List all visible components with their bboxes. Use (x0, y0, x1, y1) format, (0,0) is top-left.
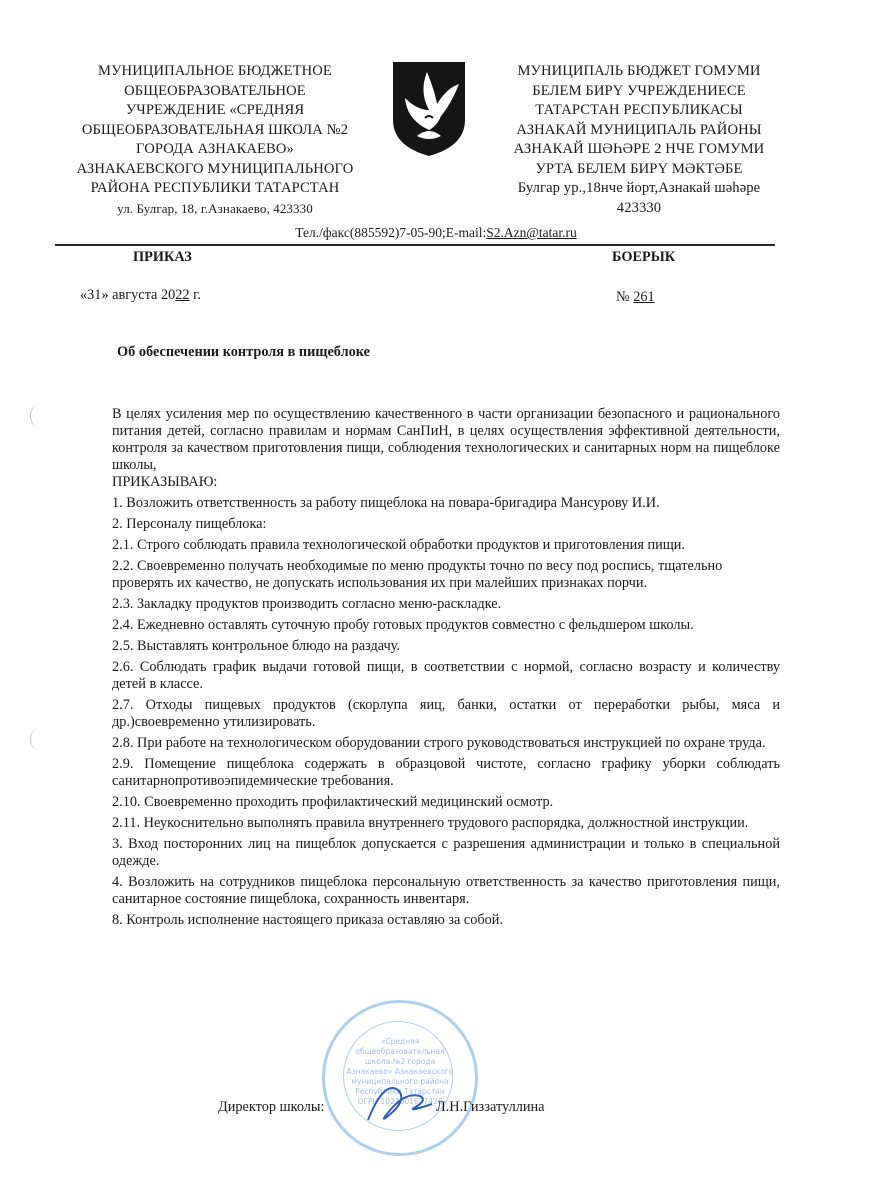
order-number-prefix: № (616, 289, 634, 305)
order-item: 2.5. Выставлять контрольное блюдо на раздачу. (112, 638, 400, 654)
order-item: 2.6. Соблюдать график выдачи готовой пищи, в соответствии с нормой, согласно возрасту и количеству детей в классе. (112, 659, 780, 692)
header-divider (55, 244, 775, 246)
order-number-value: 261 (633, 289, 655, 305)
order-body (112, 406, 780, 933)
contacts-phone: Тел./факс(885592)7-05-90;E-mail: (295, 225, 487, 240)
official-stamp-text: «Средняя общеобразовательная школа №2 города Азнакаево» Азнакаевского муниципального района Республики Татарстан ОГРН 1021601627426 (346, 1037, 454, 1106)
order-item: 2.10. Своевременно проходить профилактический медицинский осмотр. (112, 794, 554, 810)
header-left-line: ГОРОДА АЗНАКАЕВО» (136, 141, 294, 157)
order-number (616, 289, 655, 306)
header-right-line: АЗНАКАЙ ШӘҺӘРЕ 2 НЧЕ ГОМУМИ (513, 141, 765, 157)
order-date-year: 22 (175, 287, 190, 303)
order-item: 8. Контроль исполнение настоящего приказа оставляю за собой. (112, 912, 504, 928)
signature-name: Л.Н.Гиззатуллина (436, 1099, 545, 1115)
intro-paragraph: В целях усиления мер по осуществлению качественного в части организации безопасного и рационального питания детей, согласно правилам и нормам СанПиН, в целях осуществления эффективной деятельности, контроля за качеством приготовления пищи, соблюдения технологических и санитарных норм на пищеблоке школы, (112, 406, 780, 473)
header-left-address: ул. Булгар, 18, г.Азнакаево, 423330 (117, 200, 313, 216)
order-date (80, 287, 201, 304)
order-item: 2.8. При работе на технологическом оборудовании строго руководствоваться инструкцией по охране труда. (112, 735, 766, 751)
coat-of-arms-emblem (389, 58, 469, 158)
order-item: 2.11. Неукоснительно выполнять правила внутреннего трудового распорядка, должностной инструкции. (112, 815, 749, 831)
header-right (478, 62, 800, 218)
header-left-line: ОБЩЕОБРАЗОВАТЕЛЬНАЯ ШКОЛА №2 (81, 121, 349, 138)
signature-scribble (362, 1078, 442, 1128)
order-item: 3. Вход посторонних лиц на пищеблок допускается с разрешения администрации и только в специальной одежде. (112, 836, 780, 869)
order-label-ru: ПРИКАЗ (133, 249, 192, 265)
header-right-line: МУНИЦИПАЛЬ БЮДЖЕТ ГОМУМИ (517, 63, 761, 79)
header-left-line: МУНИЦИПАЛЬНОЕ БЮДЖЕТНОЕ (98, 63, 332, 79)
contacts-email-link[interactable]: S2.Azn@tatar.ru (486, 225, 577, 240)
order-item: 2. Персоналу пищеблока: (112, 516, 267, 532)
order-date-suffix: г. (189, 287, 201, 303)
punch-hole-bottom (30, 728, 49, 750)
header-right-address: Булгар ур.,18нче йорт,Азнакай шәһәре (517, 180, 761, 196)
header-left-line: ОБЩЕОБРАЗОВАТЕЛЬНОЕ (124, 82, 306, 99)
order-item: 4. Возложить на сотрудников пищеблока персональную ответственность за качество приготовления пищи, санитарное состояние пищеблока, сохранность инвентаря. (112, 874, 780, 907)
header-right-postcode: 423330 (616, 199, 662, 216)
header-left (55, 62, 375, 218)
header-right-line: АЗНАКАЙ МУНИЦИПАЛЬ РАЙОНЫ (516, 121, 762, 138)
order-title: Об обеспечении контроля в пищеблоке (117, 344, 370, 360)
header-left-line: АЗНАКАЕВСКОГО МУНИЦИПАЛЬНОГО (76, 160, 354, 177)
punch-hole-top (30, 405, 49, 427)
order-date-prefix: «31» августа 20 (80, 287, 176, 303)
header-right-line: ТАТАРСТАН РЕСПУБЛИКАСЫ (535, 102, 743, 118)
order-label-tt: БОЕРЫК (612, 249, 676, 265)
order-item: 2.2. Своевременно получать необходимые по меню продукты точно по весу под роспись, тщательно проверять их качество, не допускать использования их при малейших признаках порчи. (112, 558, 723, 591)
order-item: 2.9. Помещение пищеблока содержать в образцовой чистоте, согласно графику уборки соблюдать санитарнопротивоэпидемические требования. (112, 756, 780, 789)
header-right-line: УРТА БЕЛЕМ БИРҮ МӘКТӘБЕ (535, 160, 743, 177)
signature-position: Директор школы: (218, 1099, 325, 1115)
order-word: ПРИКАЗЫВАЮ: (112, 474, 218, 490)
header-left-line: РАЙОНА РЕСПУБЛИКИ ТАТАРСТАН (90, 180, 340, 196)
header-left-line: УЧРЕЖДЕНИЕ «СРЕДНЯЯ (125, 102, 305, 118)
order-item: 2.1. Строго соблюдать правила технологической обработки продуктов и приготовления пищи. (112, 537, 686, 553)
order-item: 2.3. Закладку продуктов производить согласно меню-раскладке. (112, 596, 502, 612)
header-right-line: БЕЛЕМ БИРҮ УЧРЕЖДЕНИЕСЕ (532, 82, 746, 99)
order-item: 2.7. Отходы пищевых продуктов (скорлупа яиц, банки, остатки от переработки рыбы, мяса и др.)своевременно утилизировать. (112, 697, 780, 730)
order-item: 1. Возложить ответственность за работу пищеблока на повара-бригадира Мансурову И.И. (112, 495, 660, 511)
contacts-line (0, 225, 872, 241)
order-item: 2.4. Ежедневно оставлять суточную пробу готовых продуктов совместно с фельдшером школы. (112, 617, 694, 633)
